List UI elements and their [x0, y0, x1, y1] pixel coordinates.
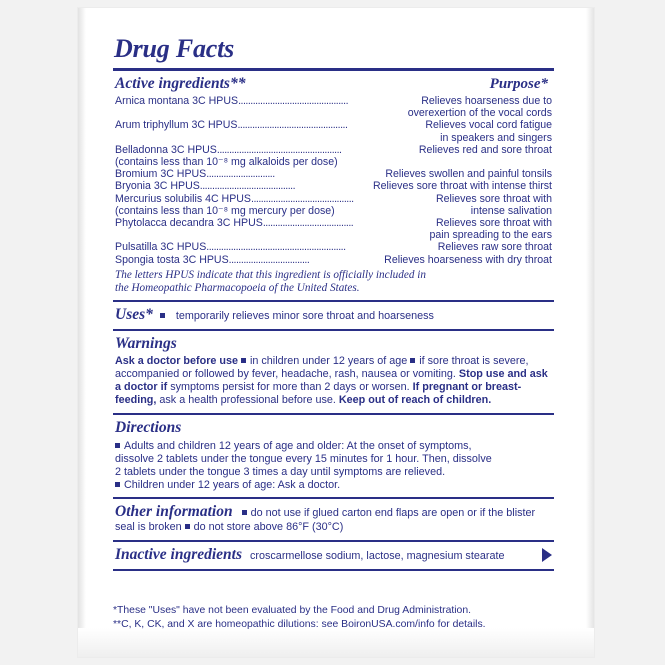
ingredient-purpose: Relieves swollen and painful tonsils [385, 168, 552, 181]
table-row [115, 95, 552, 107]
table-row [115, 193, 552, 205]
leader-dots: ....................................... [199, 180, 296, 193]
footnote-line-1: *These "Uses" have not been evaluated by the Food and Drug Administration. [113, 605, 471, 616]
warnings-line3-bold: Stop use and ask a doctor if [115, 368, 548, 394]
uses-heading: Uses* [115, 305, 153, 323]
ingredient-name [115, 95, 368, 107]
leader-dots: ................................................... [216, 143, 342, 156]
table-row [115, 180, 552, 192]
ingredient-name [115, 241, 368, 253]
ingredient-name [115, 217, 368, 229]
other-information-heading: Other information [115, 503, 233, 521]
table-row [115, 217, 552, 229]
directions-item-2 [115, 479, 552, 492]
leader-dots: ............................................. [238, 95, 349, 107]
bullet-icon [185, 524, 190, 529]
other-information-item1-cont: the blister seal is broken [115, 507, 536, 534]
carton-bottom-edge [78, 628, 594, 657]
spacer-cell [115, 132, 368, 144]
ingredient-label: Bryonia 3C HPUS [115, 180, 200, 193]
table-row [115, 241, 552, 253]
ingredient-label: Spongia tosta 3C HPUS [115, 253, 229, 266]
warnings-line2: severe, accompanied or followed by fever, headache, rash, nausea or vomiting. [115, 354, 529, 381]
ingredient-purpose: Relieves hoarseness due to [421, 95, 552, 107]
ingredient-label: Pulsatilla 3C HPUS [115, 241, 207, 254]
other-information-body [115, 503, 552, 534]
purpose-heading: Purpose* [489, 76, 548, 92]
ingredient-purpose: Relieves sore throat with intense thirst [373, 180, 552, 193]
ingredient-name [115, 180, 368, 192]
active-ingredients-header-row [115, 75, 552, 93]
directions-item1-line3: 2 tablets under the tongue 3 times a day until symptoms are relieved. [115, 466, 446, 479]
directions-item1-line2: dissolve 2 tablets under the tongue every 15 minutes for 1 hour. Then, dissolve [115, 452, 492, 465]
ingredient-purpose-cont: pain spreading to the ears [429, 229, 552, 242]
inactive-ingredients-heading: Inactive ingredients [115, 545, 243, 563]
ingredient-label: Arum triphyllum 3C HPUS [115, 119, 238, 132]
uses-text: temporarily relieves minor sore throat and hoarseness [175, 309, 434, 322]
table-row-note [115, 205, 552, 217]
spacer-cell [115, 107, 368, 119]
ingredient-name [115, 119, 368, 131]
bullet-icon [115, 443, 120, 448]
inactive-ingredients-text: croscarmellose sodium, lactose, magnesium stearate [250, 549, 505, 562]
divider [113, 569, 554, 571]
ingredient-purpose-cont: overexertion of the vocal cords [407, 107, 552, 120]
ingredient-name [115, 254, 368, 266]
inactive-ingredients-left [115, 546, 504, 564]
table-row-note [115, 156, 552, 168]
bullet-icon [242, 510, 247, 515]
table-row-cont [115, 132, 552, 144]
leader-dots: ............................ [206, 168, 275, 181]
ingredient-label: Mercurius solubilis 4C HPUS [115, 192, 251, 205]
ingredient-purpose-cont: in speakers and singers [440, 131, 552, 144]
section-warnings [113, 331, 554, 413]
carton-right-edge [586, 8, 594, 657]
leader-dots: ................................. [228, 253, 310, 266]
warnings-line1-bold: Ask a doctor before use [115, 354, 238, 367]
ingredient-purpose: Relieves red and sore throat [418, 143, 552, 156]
bullet-icon [241, 358, 246, 363]
uses-row [115, 306, 552, 324]
ingredient-label: Bromium 3C HPUS [115, 168, 207, 181]
triangle-right-icon [542, 548, 552, 562]
ingredient-note: (contains less than 10⁻⁸ mg alkaloids per dose) [115, 156, 338, 169]
leader-dots: ..................................... [262, 217, 354, 230]
warnings-line1-rest2: if sore throat is [419, 354, 491, 367]
bullet-icon [115, 482, 120, 487]
directions-body [115, 440, 552, 493]
ingredient-label: Belladonna 3C HPUS [115, 143, 217, 156]
section-other-information [113, 499, 554, 539]
ingredient-purpose: Relieves raw sore throat [437, 241, 552, 254]
footnote-line-2: **C, K, CK, and X are homeopathic dilutions: see BoironUSA.com/info for details. [113, 619, 486, 630]
warnings-line4-bold: If pregnant or breast-feeding, [115, 381, 522, 407]
table-row [115, 144, 552, 156]
warnings-line5-bold: Keep out of reach of children. [338, 394, 492, 407]
ingredient-purpose: Relieves sore throat with [436, 217, 552, 230]
directions-item2-text: Children under 12 years of age: Ask a doctor. [124, 479, 341, 492]
table-row-cont [115, 107, 552, 119]
ingredient-note: (contains less than 10⁻⁸ mg mercury per dose) [115, 204, 335, 217]
ingredient-label: Phytolacca decandra 3C HPUS [115, 217, 263, 230]
carton-left-edge [78, 8, 86, 657]
directions-heading: Directions [115, 418, 182, 436]
table-row-cont [115, 229, 552, 241]
directions-item-1 [115, 440, 552, 453]
section-inactive-ingredients [113, 542, 554, 569]
ingredient-purpose-cont: intense salivation [470, 204, 552, 217]
leader-dots: ............................................. [237, 119, 348, 132]
warnings-heading: Warnings [115, 334, 177, 352]
leader-dots: .......................................... [251, 192, 354, 205]
table-row [115, 168, 552, 180]
ingredient-purpose: Relieves vocal cord fatigue [425, 119, 552, 132]
page-title: Drug Facts [114, 34, 235, 63]
hpus-footnote-line2: the Homeopathic Pharmacopoeia of the United States. [115, 281, 360, 294]
ingredient-name [115, 168, 368, 180]
hpus-footnote-line1: The letters HPUS indicate that this ingredient is officially included in [115, 268, 426, 281]
spacer-cell [115, 229, 368, 241]
section-uses [113, 302, 554, 329]
footnotes [113, 604, 568, 632]
table-row [115, 119, 552, 131]
active-ingredients-table [115, 95, 552, 266]
uses-bullet-icon [160, 310, 169, 322]
directions-item1-line1: Adults and children 12 years of age and older: At the onset of symptoms, [124, 439, 472, 452]
ingredient-purpose: Relieves hoarseness with dry throat [384, 253, 552, 266]
section-directions [113, 415, 554, 498]
bullet-icon [410, 358, 415, 363]
ingredient-name [115, 144, 368, 156]
other-information-item1: do not use if glued carton end flaps are open or if [250, 507, 486, 520]
active-ingredients-heading: Active ingredients** [115, 75, 246, 92]
ingredient-name [115, 193, 368, 205]
inactive-ingredients-row [115, 546, 552, 564]
drug-facts-panel [113, 34, 554, 571]
warnings-line4-tail: ask a health professional before use. [159, 394, 336, 407]
other-information-item2: do not store above 86°F (30°C) [193, 521, 344, 534]
section-active-ingredients [113, 71, 554, 300]
warnings-line3-rest: symptoms persist for more than 2 days or [170, 381, 369, 394]
warnings-body [115, 355, 552, 408]
table-row [115, 254, 552, 266]
ingredient-label: Arnica montana 3C HPUS [115, 95, 239, 107]
warnings-line1-rest: in children under 12 years of age [250, 354, 408, 367]
ingredient-purpose: Relieves sore throat with [436, 192, 552, 205]
leader-dots: ......................................................... [206, 241, 346, 254]
warnings-line4-rest: worsen. [371, 381, 410, 394]
